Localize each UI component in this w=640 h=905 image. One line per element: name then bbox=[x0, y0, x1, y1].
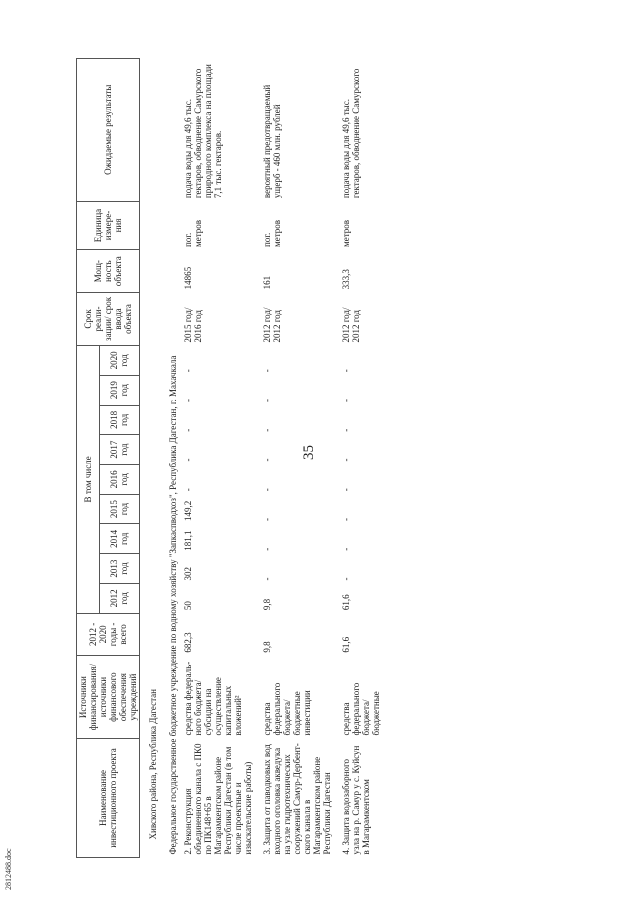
project-name: Защита от паводковых вод входного оголовка акведука на узле гидротехнических сооружений Самур-Дербент- ского канала в Магарамкентском районе Республики Дагестан bbox=[262, 743, 332, 855]
header-year: 2019 год bbox=[99, 375, 139, 405]
year-cell: 181,1 bbox=[183, 530, 193, 551]
header-unit: Единица измере- ния bbox=[77, 201, 140, 250]
project-cell bbox=[182, 739, 254, 858]
total-cell: 9,8 bbox=[262, 641, 272, 653]
header-year: 2020 год bbox=[99, 346, 139, 376]
year-cell: - bbox=[341, 547, 351, 551]
project-cell bbox=[333, 739, 382, 858]
header-incl: В том числе bbox=[77, 346, 100, 614]
header-year: 2012 год bbox=[99, 583, 139, 613]
unit-cell: пог. метров bbox=[262, 219, 282, 247]
year-cell: - bbox=[262, 577, 272, 581]
year-cell: - bbox=[262, 458, 272, 462]
year-cell: - bbox=[183, 428, 193, 432]
header-term: Срок реали- зации/ срок ввода объекта bbox=[77, 292, 140, 345]
result-cell: подача воды для 49,6 тыс. гектаров, обводнение Самурского bbox=[341, 68, 361, 199]
header-year: 2013 год bbox=[99, 554, 139, 584]
header-power: Мощ- ность объекта bbox=[77, 250, 140, 292]
result-cell: подача воды для 49,6 тыс. гектаров, обводнение Самурского природного комплекса на площади 7,1 тыс. гектаров. bbox=[183, 64, 223, 199]
unit-cell: пог. метров bbox=[183, 219, 203, 247]
header-year: 2018 год bbox=[99, 405, 139, 435]
prev-row-tail: Хивского района, Республика Дагестан bbox=[148, 689, 158, 840]
year-cell: - bbox=[262, 428, 272, 432]
year-cell: 50 bbox=[183, 601, 193, 611]
year-cell: - bbox=[262, 517, 272, 521]
table-row bbox=[182, 59, 254, 858]
power-cell: 161 bbox=[262, 275, 272, 290]
page-number: 35 bbox=[301, 445, 317, 460]
table-row bbox=[333, 59, 382, 858]
row-number: 3. bbox=[262, 847, 272, 855]
header-year: 2016 год bbox=[99, 465, 139, 495]
year-cell: - bbox=[341, 458, 351, 462]
term-cell: 2015 год/ 2016 год bbox=[183, 307, 203, 343]
year-cell: - bbox=[341, 428, 351, 432]
header-year: 2015 год bbox=[99, 494, 139, 524]
header-source: Источники финансирования/ источники финансового обеспечения учреждений bbox=[77, 656, 140, 739]
year-cell: - bbox=[341, 369, 351, 373]
table-row bbox=[254, 59, 333, 858]
header-year: 2014 год bbox=[99, 524, 139, 554]
source-cell: средства федераль- ного бюджета/ субсидии на осуществление капитальных вложений² bbox=[183, 661, 243, 736]
document-filename: 2812488.doc bbox=[4, 848, 13, 890]
row-number: 2. bbox=[183, 847, 193, 855]
year-cell: - bbox=[341, 577, 351, 581]
year-cell: - bbox=[183, 369, 193, 373]
power-cell: 14865 bbox=[183, 266, 193, 290]
header-project: Наименование инвестиционного проекта bbox=[77, 739, 140, 858]
header-result: Ожидаемые результаты bbox=[77, 59, 140, 202]
year-cell: 61,6 bbox=[341, 594, 351, 611]
year-cell: 149,2 bbox=[183, 500, 193, 521]
year-cell: - bbox=[262, 488, 272, 492]
year-cell: - bbox=[341, 517, 351, 521]
header-year: 2017 год bbox=[99, 435, 139, 465]
year-cell: - bbox=[183, 458, 193, 462]
unit-cell: метров bbox=[341, 219, 351, 247]
rotated-table-container bbox=[76, 58, 636, 858]
total-cell: 61,6 bbox=[341, 636, 351, 653]
source-cell: средства федерального бюджета/ бюджетные bbox=[341, 682, 381, 736]
project-name: Защита водозаборного узла на р. Самур у с. Куйсун в Магарамкентском bbox=[341, 745, 371, 855]
project-cell bbox=[254, 739, 333, 858]
year-cell: - bbox=[341, 399, 351, 403]
total-cell: 682,3 bbox=[183, 632, 193, 653]
result-cell: вероятный предотвращаемый ущерб - 460 млн. рублей bbox=[262, 84, 282, 199]
source-cell: средства федерального бюджета/ бюджетные инвестиции bbox=[262, 682, 312, 736]
investment-projects-table bbox=[76, 58, 382, 858]
year-cell: - bbox=[262, 547, 272, 551]
section-title: Федеральное государственное бюджетное учреждение по водному хозяйству "Запкаспводхоз", Республика Дагестан, г. Махачкала bbox=[168, 355, 178, 855]
year-cell: - bbox=[341, 488, 351, 492]
year-cell: 9,8 bbox=[262, 598, 272, 611]
year-cell: - bbox=[183, 488, 193, 492]
year-cell: - bbox=[262, 399, 272, 403]
year-cell: - bbox=[183, 399, 193, 403]
year-cell: 302 bbox=[183, 566, 193, 581]
header-total: 2012 - 2020 годы - всего bbox=[77, 613, 140, 655]
term-cell: 2012 год/ 2012 год bbox=[262, 307, 282, 343]
row-number: 4. bbox=[341, 847, 351, 855]
project-name: Реконструкция объединенного канала с ПК0 по ПК148+65 в Магарамкентском районе Республики Дагестан (в том числе проектные и изыскательские работы) bbox=[183, 743, 253, 855]
power-cell: 333,3 bbox=[341, 269, 351, 290]
term-cell: 2012 год/ 2012 год bbox=[341, 307, 361, 343]
year-cell: - bbox=[262, 369, 272, 373]
